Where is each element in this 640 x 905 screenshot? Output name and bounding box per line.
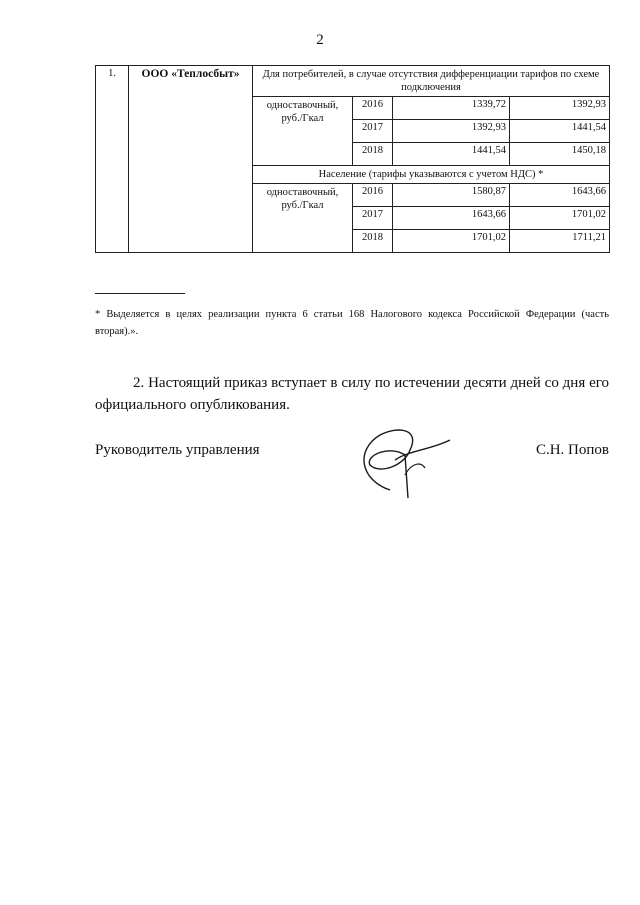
section-header: Население (тарифы указываются с учетом НДС) * [253, 166, 610, 184]
tariff-value: 1580,87 [393, 184, 510, 207]
tariff-value: 1701,02 [510, 207, 610, 230]
table-row [96, 66, 610, 97]
page-number: 2 [316, 32, 324, 48]
tariff-value: 1392,93 [510, 97, 610, 120]
year-cell: 2017 [353, 120, 393, 143]
tariff-value: 1643,66 [510, 184, 610, 207]
signatory-title: Руководитель управления [95, 442, 260, 458]
tariff-value: 1392,93 [393, 120, 510, 143]
footnote-divider [95, 293, 185, 294]
tariff-value: 1701,02 [393, 230, 510, 253]
tariff-value: 1711,21 [510, 230, 610, 253]
tariff-value: 1441,54 [510, 120, 610, 143]
footnote: * Выделяется в целях реализации пункта 6 статьи 168 Налогового кодекса Российской Федерации (часть вторая).». [95, 309, 609, 337]
year-cell: 2016 [353, 184, 393, 207]
tariff-value: 1450,18 [510, 143, 610, 166]
year-cell: 2018 [353, 143, 393, 166]
handwritten-signature [350, 420, 460, 500]
tariff-value: 1339,72 [393, 97, 510, 120]
tariff-unit: одноставочный, руб./Гкал [253, 97, 353, 166]
organization-name: ООО «Теплосбыт» [129, 66, 253, 253]
tariff-unit: одноставочный, руб./Гкал [253, 184, 353, 253]
tariff-value: 1643,66 [393, 207, 510, 230]
section-header: Для потребителей, в случае отсутствия дифференциации тарифов по схеме подключения [253, 66, 610, 97]
signatory-name: С.Н. Попов [535, 442, 609, 458]
row-number: 1. [96, 66, 129, 253]
year-cell: 2018 [353, 230, 393, 253]
year-cell: 2017 [353, 207, 393, 230]
tariff-table [95, 65, 610, 253]
year-cell: 2016 [353, 97, 393, 120]
tariff-value: 1441,54 [393, 143, 510, 166]
order-paragraph: 2. Настоящий приказ вступает в силу по истечении десяти дней со дня его официального опубликования. [95, 375, 609, 413]
